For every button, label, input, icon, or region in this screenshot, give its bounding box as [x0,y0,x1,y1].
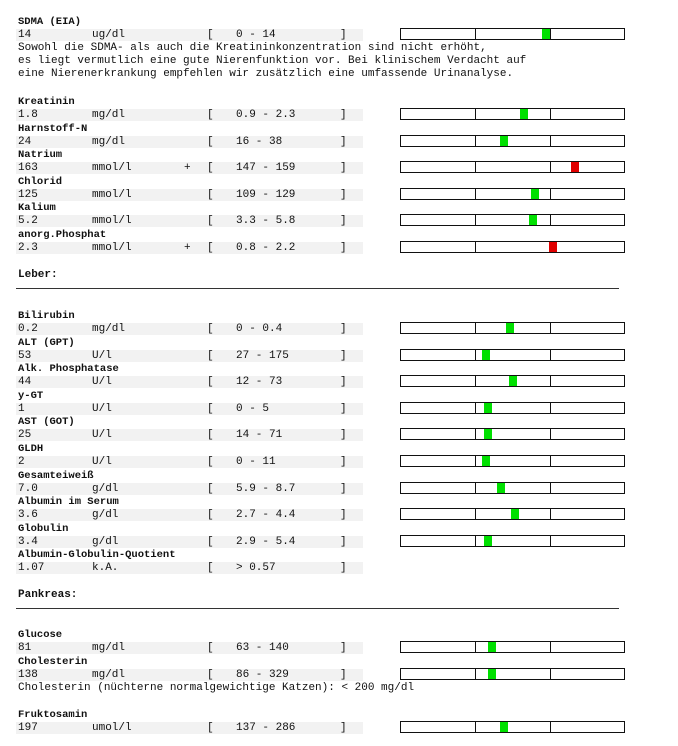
test-value: 197 [18,722,38,734]
range-open-bracket: [ [207,509,214,522]
bar-divider [475,722,476,732]
test-unit: U/l [92,349,112,362]
range-marker [511,509,519,519]
range-bar-globulin [400,535,625,547]
test-row-natrium [16,162,363,174]
test-flag: + [184,162,191,175]
range-bar-natrium [400,161,625,173]
test-value: 138 [18,668,38,681]
range-close-bracket: ] [340,482,347,495]
range-bar-y-gt [400,402,625,414]
range-bar-alk-phosphatase [400,375,625,387]
test-reference-range: 3.3 - 5.8 [236,215,296,228]
range-bar-gldh [400,455,625,467]
section-divider [16,288,619,289]
bar-divider [475,242,476,252]
range-bar-kalium [400,214,625,226]
range-marker [549,242,557,252]
range-open-bracket: [ [207,323,214,335]
test-name-sdma: SDMA (EIA) [18,16,82,28]
test-unit: mg/dl [92,323,126,335]
test-reference-range: 5.9 - 8.7 [236,482,296,495]
range-marker [497,483,505,493]
bar-divider [475,136,476,146]
test-name-gesamteiwei: Gesamteiweiß [18,469,94,482]
bar-divider [550,642,551,652]
test-name-cholesterin: Cholesterin [18,655,88,668]
range-bar-sdma [400,28,625,40]
test-row-sdma [16,29,363,41]
test-reference-range: 0 - 0.4 [236,323,283,335]
test-name-globulin: Globulin [18,522,69,535]
test-reference-range: 0 - 14 [236,29,276,41]
range-marker [509,376,517,386]
bar-divider [550,323,551,333]
range-close-bracket: ] [340,109,347,121]
test-unit: mg/dl [92,642,126,654]
range-open-bracket: [ [207,349,214,362]
test-unit: g/dl [92,535,119,548]
bar-divider [550,509,551,519]
test-value: 25 [18,429,32,442]
sdma-note-line-3: eine Nierenerkrankung empfehlen wir zusätzlich eine umfassende Urinanalyse. [18,68,514,80]
range-open-bracket: [ [207,482,214,495]
range-open-bracket: [ [207,722,214,734]
test-row-gesamteiwei [16,483,363,495]
range-bar-bilirubin [400,322,625,334]
range-close-bracket: ] [340,668,347,681]
sdma-note-line-1: Sowohl die SDMA- als auch die Kreatininkonzentration sind nicht erhöht, [18,42,487,54]
test-row-glucose [16,642,363,654]
range-open-bracket: [ [207,242,214,254]
test-reference-range: 0 - 5 [236,402,270,415]
range-open-bracket: [ [207,162,214,175]
range-bar-alt-gpt [400,349,625,361]
range-open-bracket: [ [207,29,214,41]
test-reference-range: > 0.57 [236,562,276,575]
bar-divider [550,376,551,386]
bar-divider [550,722,551,732]
range-open-bracket: [ [207,188,214,201]
bar-divider [550,429,551,439]
test-unit: mmol/l [92,242,132,254]
bar-divider [475,376,476,386]
test-value: 163 [18,162,38,175]
test-unit: U/l [92,429,112,442]
test-unit: U/l [92,402,112,415]
test-value: 125 [18,188,38,201]
test-reference-range: 0 - 11 [236,456,276,468]
range-bar-glucose [400,641,625,653]
range-close-bracket: ] [340,376,347,389]
bar-divider [475,323,476,333]
test-unit: g/dl [92,509,119,522]
test-row-cholesterin [16,669,363,681]
range-marker [482,350,490,360]
test-value: 5.2 [18,215,38,228]
bar-divider [475,483,476,493]
bar-divider [475,669,476,679]
test-reference-range: 109 - 129 [236,188,296,201]
test-unit: k.A. [92,562,119,575]
test-name-natrium: Natrium [18,149,63,162]
range-close-bracket: ] [340,162,347,175]
range-bar-gesamteiwei [400,482,625,494]
range-marker [482,456,490,466]
test-value: 81 [18,642,32,654]
test-row-kalium [16,215,363,227]
test-unit: mmol/l [92,188,132,201]
test-reference-range: 63 - 140 [236,642,289,654]
test-unit: mg/dl [92,109,126,121]
test-reference-range: 137 - 286 [236,722,296,734]
range-open-bracket: [ [207,429,214,442]
test-unit: mg/dl [92,668,126,681]
bar-divider [475,189,476,199]
range-open-bracket: [ [207,642,214,654]
bar-divider [550,136,551,146]
test-unit: mmol/l [92,215,132,228]
range-close-bracket: ] [340,135,347,148]
test-reference-range: 16 - 38 [236,135,283,148]
range-open-bracket: [ [207,668,214,681]
range-close-bracket: ] [340,642,347,654]
bar-divider [475,642,476,652]
range-open-bracket: [ [207,135,214,148]
range-close-bracket: ] [340,509,347,522]
range-open-bracket: [ [207,402,214,415]
bar-divider [550,29,551,39]
test-row-bilirubin [16,323,363,335]
test-reference-range: 14 - 71 [236,429,283,442]
range-marker [506,323,514,333]
test-name-gldh: GLDH [18,443,44,455]
test-row-albumin-globulin-quotient [16,562,363,574]
test-flag: + [184,242,191,254]
range-marker [484,429,492,439]
test-value: 53 [18,349,32,362]
range-marker [488,642,496,652]
range-marker [500,136,508,146]
range-open-bracket: [ [207,456,214,468]
range-open-bracket: [ [207,562,214,575]
test-unit: ug/dl [92,29,126,41]
test-reference-range: 0.9 - 2.3 [236,109,296,121]
test-unit: mmol/l [92,162,132,175]
bar-divider [550,189,551,199]
bar-divider [550,483,551,493]
range-marker [484,536,492,546]
test-name-harnstoff-n: Harnstoff-N [18,122,88,135]
test-row-albumin-im-serum [16,509,363,521]
bar-divider [550,350,551,360]
test-value: 3.4 [18,535,38,548]
bar-divider [475,215,476,225]
test-reference-range: 2.9 - 5.4 [236,535,296,548]
range-close-bracket: ] [340,323,347,335]
range-marker [520,109,528,119]
range-close-bracket: ] [340,242,347,254]
bar-divider [475,429,476,439]
range-marker [529,215,537,225]
range-marker [500,722,508,732]
sdma-note-line-2: es liegt vermutlich eine gute Nierenfunktion vor. Bei klinischem Verdacht auf [18,55,527,67]
test-reference-range: 0.8 - 2.2 [236,242,296,254]
range-open-bracket: [ [207,376,214,389]
test-reference-range: 2.7 - 4.4 [236,509,296,522]
test-name-bilirubin: Bilirubin [18,310,75,322]
range-close-bracket: ] [340,562,347,575]
test-value: 1.07 [18,562,45,575]
range-close-bracket: ] [340,429,347,442]
test-unit: mg/dl [92,135,126,148]
test-name-anorg-phosphat: anorg.Phosphat [18,229,107,241]
test-row-ast-got [16,429,363,441]
test-reference-range: 86 - 329 [236,668,289,681]
test-name-glucose: Glucose [18,629,63,641]
test-name-kalium: Kalium [18,202,56,215]
range-marker [531,189,539,199]
test-value: 14 [18,29,32,41]
test-name-ast-got: AST (GOT) [18,416,75,429]
test-row-alk-phosphatase [16,376,363,388]
range-bar-harnstoff-n [400,135,625,147]
range-bar-kreatinin [400,108,625,120]
range-close-bracket: ] [340,188,347,201]
bar-divider [475,456,476,466]
range-open-bracket: [ [207,215,214,228]
test-row-kreatinin [16,109,363,121]
range-close-bracket: ] [340,402,347,415]
range-marker [542,29,550,39]
test-row-globulin [16,536,363,548]
bar-divider [475,509,476,519]
range-close-bracket: ] [340,722,347,734]
bar-divider [475,109,476,119]
bar-divider [550,536,551,546]
test-value: 0.2 [18,323,38,335]
range-bar-albumin-im-serum [400,508,625,520]
test-unit: U/l [92,456,112,468]
range-bar-anorg-phosphat [400,241,625,253]
cholesterol-note: Cholesterin (nüchterne normalgewichtige Katzen): < 200 mg/dl [18,682,415,694]
test-row-y-gt [16,403,363,415]
test-unit: umol/l [92,722,132,734]
test-unit: g/dl [92,482,119,495]
bar-divider [475,403,476,413]
test-row-chlorid [16,189,363,201]
range-open-bracket: [ [207,535,214,548]
range-close-bracket: ] [340,29,347,41]
test-value: 1.8 [18,109,38,121]
range-bar-cholesterin [400,668,625,680]
test-name-alt-gpt: ALT (GPT) [18,336,75,349]
range-marker [571,162,579,172]
bar-divider [550,162,551,172]
test-row-anorg-phosphat [16,242,363,254]
test-name-y-gt: y-GT [18,389,44,402]
test-name-albumin-globulin-quotient: Albumin-Globulin-Quotient [18,549,176,562]
test-reference-range: 12 - 73 [236,376,283,389]
section-heading-liver: Leber: [18,269,58,281]
test-value: 2.3 [18,242,38,254]
test-row-gldh [16,456,363,468]
test-reference-range: 27 - 175 [236,349,289,362]
range-bar-chlorid [400,188,625,200]
bar-divider [550,109,551,119]
test-name-albumin-im-serum: Albumin im Serum [18,496,119,509]
section-divider [16,608,619,609]
test-value: 2 [18,456,25,468]
range-close-bracket: ] [340,535,347,548]
test-value: 44 [18,376,32,389]
test-row-harnstoff-n [16,136,363,148]
test-reference-range: 147 - 159 [236,162,296,175]
range-close-bracket: ] [340,456,347,468]
test-row-alt-gpt [16,350,363,362]
bar-divider [550,215,551,225]
bar-divider [550,669,551,679]
test-name-chlorid: Chlorid [18,175,63,188]
test-value: 7.0 [18,482,38,495]
bar-divider [550,456,551,466]
test-value: 1 [18,402,25,415]
test-value: 3.6 [18,509,38,522]
test-name-fruktosamin: Fruktosamin [18,709,88,721]
test-value: 24 [18,135,32,148]
range-bar-ast-got [400,428,625,440]
bar-divider [475,162,476,172]
range-open-bracket: [ [207,109,214,121]
range-bar-fruktosamin [400,721,625,733]
bar-divider [550,403,551,413]
range-marker [484,403,492,413]
bar-divider [475,536,476,546]
bar-divider [475,29,476,39]
test-unit: U/l [92,376,112,389]
test-name-kreatinin: Kreatinin [18,96,75,108]
test-name-alk-phosphatase: Alk. Phosphatase [18,363,119,376]
test-row-fruktosamin [16,722,363,734]
section-heading-pancreas: Pankreas: [18,589,78,601]
range-close-bracket: ] [340,349,347,362]
bar-divider [475,350,476,360]
range-marker [488,669,496,679]
range-close-bracket: ] [340,215,347,228]
